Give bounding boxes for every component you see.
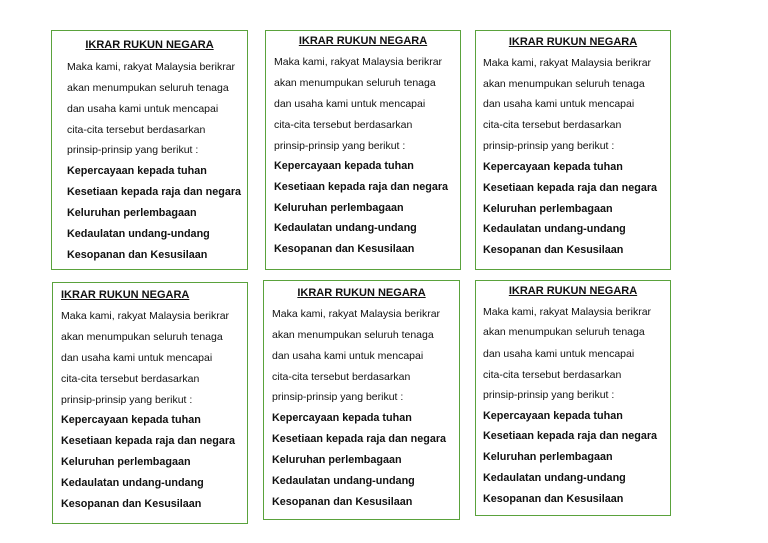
principle-line: Kepercayaan kepada tuhan [272, 412, 412, 424]
card-title: IKRAR RUKUN NEGARA [508, 285, 638, 297]
intro-line: akan menumpukan seluruh tenaga [274, 77, 436, 89]
card-title: IKRAR RUKUN NEGARA [85, 39, 214, 51]
principle-line: Kesetiaan kepada raja dan negara [483, 430, 658, 442]
principle-line: Kepercayaan kepada tuhan [274, 160, 414, 172]
principle-line: Kedaulatan undang-undang [483, 223, 626, 235]
intro-line: prinsip-prinsip yang berikut : [61, 394, 193, 406]
card-title: IKRAR RUKUN NEGARA [297, 287, 426, 299]
principle-line: Keluruhan perlembagaan [483, 203, 613, 215]
principle-line: Keluruhan perlembagaan [67, 207, 197, 219]
intro-line: akan menumpukan seluruh tenaga [67, 82, 229, 94]
card-title: IKRAR RUKUN NEGARA [508, 36, 638, 48]
intro-line: dan usaha kami untuk mencapai [61, 352, 213, 364]
intro-line: dan usaha kami untuk mencapai [272, 350, 424, 362]
intro-line: dan usaha kami untuk mencapai [483, 348, 635, 360]
intro-line: dan usaha kami untuk mencapai [67, 103, 219, 115]
intro-line: prinsip-prinsip yang berikut : [67, 144, 199, 156]
intro-line: cita-cita tersebut berdasarkan [67, 124, 206, 136]
intro-line: Maka kami, rakyat Malaysia berikrar [483, 306, 652, 318]
principle-line: Kedaulatan undang-undang [274, 222, 417, 234]
principle-line: Kepercayaan kepada tuhan [67, 165, 207, 177]
intro-line: Maka kami, rakyat Malaysia berikrar [67, 61, 236, 73]
pledge-card-1 [51, 30, 248, 270]
principle-line: Keluruhan perlembagaan [483, 451, 613, 463]
intro-line: cita-cita tersebut berdasarkan [272, 371, 411, 383]
intro-line: dan usaha kami untuk mencapai [483, 98, 635, 110]
pledge-card-2 [265, 30, 461, 270]
intro-line: cita-cita tersebut berdasarkan [274, 119, 413, 131]
intro-line: prinsip-prinsip yang berikut : [274, 140, 406, 152]
principle-line: Keluruhan perlembagaan [61, 456, 191, 468]
intro-line: Maka kami, rakyat Malaysia berikrar [61, 310, 230, 322]
principle-line: Kesopanan dan Kesusilaan [272, 496, 413, 508]
principle-line: Keluruhan perlembagaan [272, 454, 402, 466]
intro-line: akan menumpukan seluruh tenaga [483, 78, 645, 90]
intro-line: akan menumpukan seluruh tenaga [272, 329, 434, 341]
principle-line: Kesopanan dan Kesusilaan [61, 498, 202, 510]
principle-line: Keluruhan perlembagaan [274, 202, 404, 214]
principle-line: Kesetiaan kepada raja dan negara [272, 433, 447, 445]
intro-line: akan menumpukan seluruh tenaga [61, 331, 223, 343]
intro-line: prinsip-prinsip yang berikut : [272, 391, 404, 403]
principle-line: Kesetiaan kepada raja dan negara [67, 186, 242, 198]
principle-line: Kedaulatan undang-undang [67, 228, 210, 240]
intro-line: Maka kami, rakyat Malaysia berikrar [272, 308, 441, 320]
intro-line: Maka kami, rakyat Malaysia berikrar [274, 56, 443, 68]
intro-line: cita-cita tersebut berdasarkan [483, 369, 622, 381]
card-title: IKRAR RUKUN NEGARA [298, 35, 428, 47]
intro-line: Maka kami, rakyat Malaysia berikrar [483, 57, 652, 69]
intro-line: cita-cita tersebut berdasarkan [483, 119, 622, 131]
principle-line: Kedaulatan undang-undang [483, 472, 626, 484]
intro-line: dan usaha kami untuk mencapai [274, 98, 426, 110]
principle-line: Kesetiaan kepada raja dan negara [483, 182, 658, 194]
principle-line: Kesopanan dan Kesusilaan [483, 244, 624, 256]
pledge-card-6 [475, 280, 671, 516]
intro-line: prinsip-prinsip yang berikut : [483, 389, 615, 401]
intro-line: cita-cita tersebut berdasarkan [61, 373, 200, 385]
principle-line: Kesopanan dan Kesusilaan [274, 243, 415, 255]
principle-line: Kepercayaan kepada tuhan [61, 414, 201, 426]
principle-line: Kesopanan dan Kesusilaan [483, 493, 624, 505]
principle-line: Kesetiaan kepada raja dan negara [274, 181, 449, 193]
principle-line: Kesetiaan kepada raja dan negara [61, 435, 236, 447]
intro-line: akan menumpukan seluruh tenaga [483, 326, 645, 338]
principle-line: Kepercayaan kepada tuhan [483, 410, 623, 422]
principle-line: Kedaulatan undang-undang [61, 477, 204, 489]
pledge-card-3 [475, 30, 671, 270]
principle-line: Kesopanan dan Kesusilaan [67, 249, 208, 261]
card-title: IKRAR RUKUN NEGARA [61, 289, 190, 301]
intro-line: prinsip-prinsip yang berikut : [483, 140, 615, 152]
principle-line: Kepercayaan kepada tuhan [483, 161, 623, 173]
principle-line: Kedaulatan undang-undang [272, 475, 415, 487]
pledge-card-4 [52, 282, 248, 524]
pledge-card-5 [263, 280, 460, 520]
